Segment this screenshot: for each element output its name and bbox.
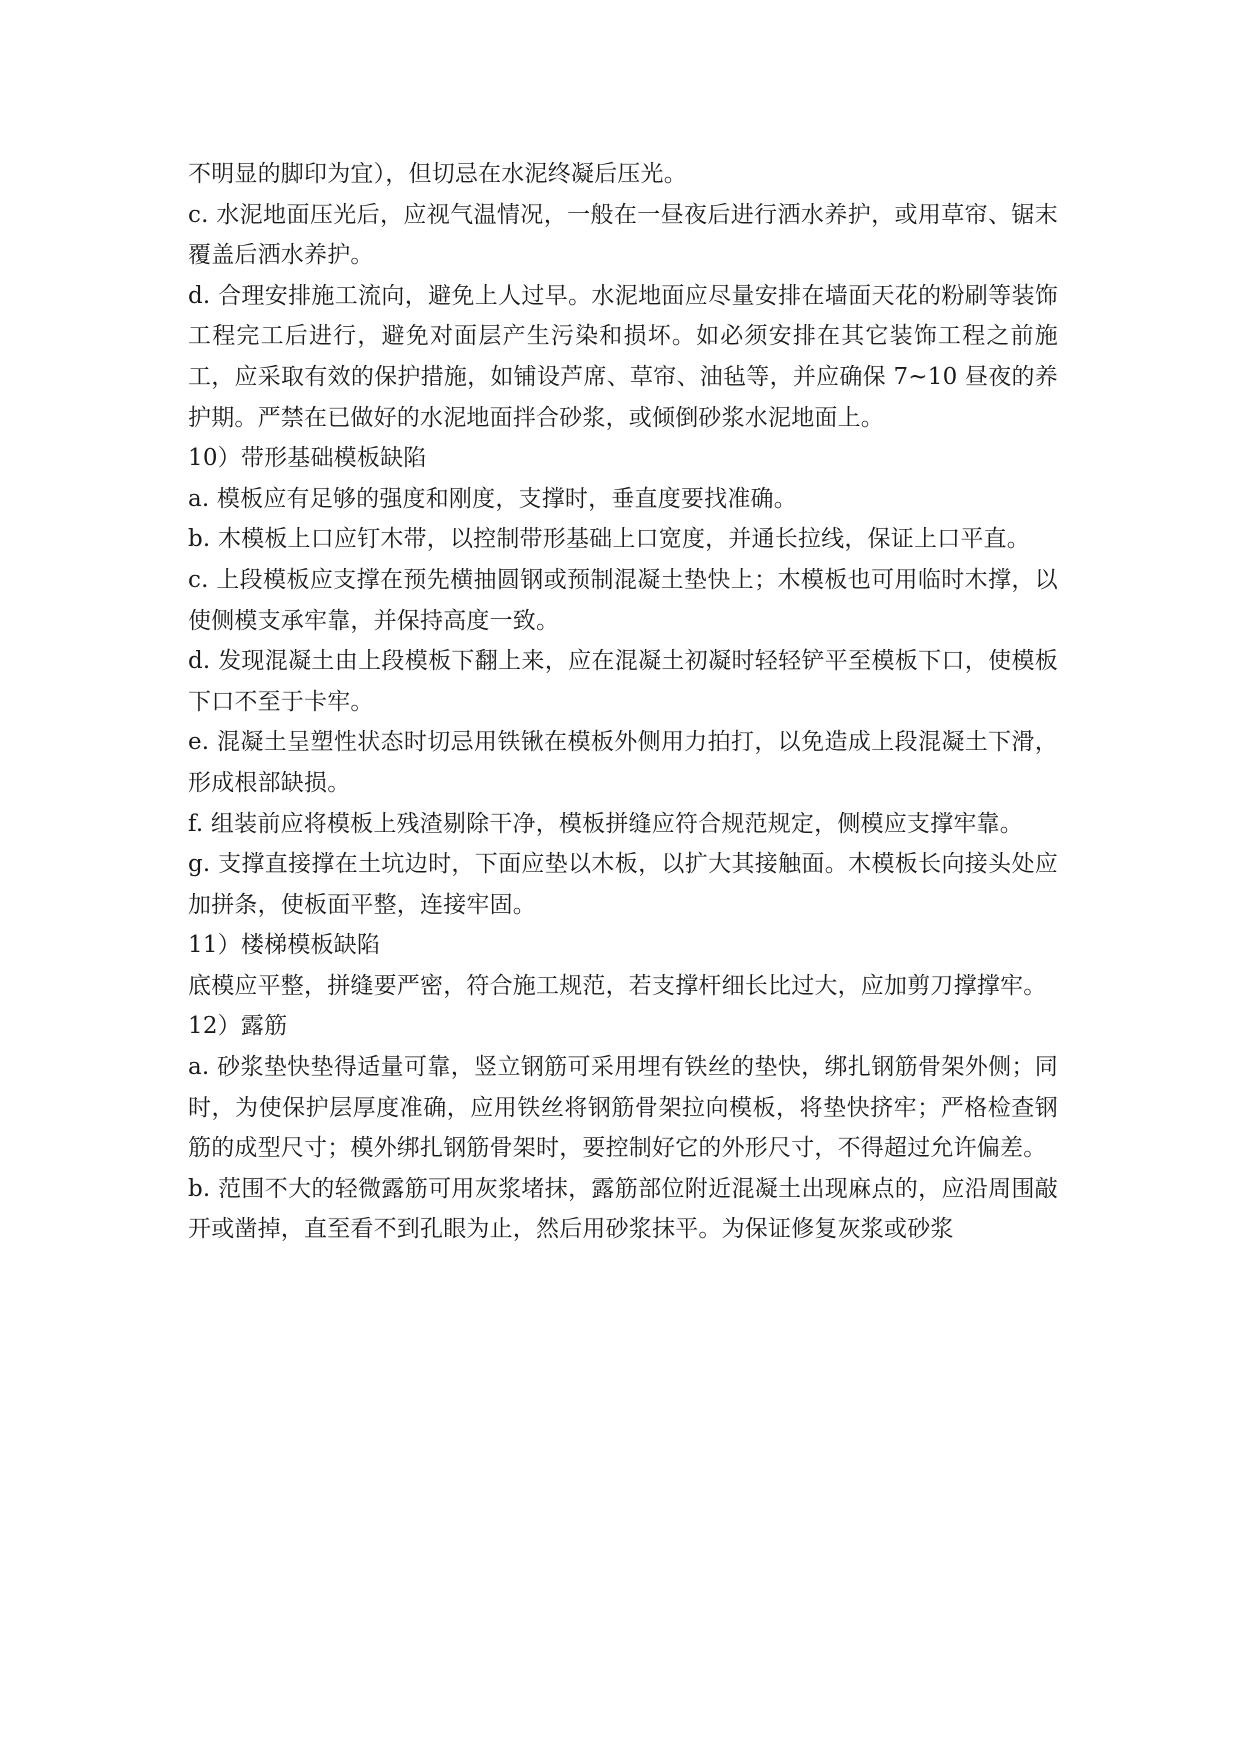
paragraph: g. 支撑直接撑在土坑边时，下面应垫以木板，以扩大其接触面。木模板长向接头处应加拼条，使板面平整，连接牢固。 [188,851,1058,918]
section-heading: 10）带形基础模板缺陷 [188,445,427,472]
paragraph: b. 范围不大的轻微露筋可用灰浆堵抹，露筋部位附近混凝土出现麻点的，应沿周围敲开或凿掉，直至看不到孔眼为止，然后用砂浆抹平。为保证修复灰浆或砂浆 [188,1175,1058,1243]
paragraph: c. 水泥地面压光后，应视气温情况，一般在一昼夜后进行洒水养护，或用草帘、锯末覆盖后洒水养护。 [188,201,1058,269]
paragraph: f. 组装前应将模板上残渣剔除干净，模板拼缝应符合规范规定，侧模应支撑牢靠。 [188,810,1023,837]
paragraph: d. 合理安排施工流向，避免上人过早。水泥地面应尽量安排在墙面天花的粉刷等装饰工程完工后进行，避免对面层产生污染和损坏。如必须安排在其它装饰工程之前施工，应采取有效的保护措施，如铺设芦席、草帘、油毡等，并应确保 7~10 昼夜的养护期。严禁在已做好的水泥地面拌合砂浆，或倾倒砂浆水泥地面上。 [188,282,1058,431]
paragraph: a. 砂浆垫快垫得适量可靠，竖立钢筋可采用埋有铁丝的垫快，绑扎钢筋骨架外侧；同时，为使保护层厚度准确，应用铁丝将钢筋骨架拉向模板，将垫快挤牢；严格检查钢筋的成型尺寸；模外绑扎钢筋骨架时，要控制好它的外形尺寸，不得超过允许偏差。 [188,1054,1058,1162]
paragraph: 底模应平整，拼缝要严密，符合施工规范，若支撑杆细长比过大，应加剪刀撑撑牢。 [188,972,1047,999]
paragraph: 不明显的脚印为宜），但切忌在水泥终凝后压光。 [188,161,687,187]
paragraph: a. 模板应有足够的强度和刚度，支撑时，垂直度要找准确。 [188,485,797,512]
paragraph: c. 上段模板应支撑在预先横抽圆钢或预制混凝土垫快上；木模板也可用临时木撑，以使侧模支承牢靠，并保持高度一致。 [188,566,1058,634]
section-heading: 11）楼梯模板缺陷 [188,932,381,959]
paragraph: e. 混凝土呈塑性状态时切忌用铁锹在模板外侧用力拍打，以免造成上段混凝土下滑，形成根部缺损。 [188,729,1058,796]
paragraph: d. 发现混凝土由上段模板下翻上来，应在混凝土初凝时轻轻铲平至模板下口，使模板下口不至于卡牢。 [188,648,1058,715]
document-body [188,154,1058,1250]
paragraph: b. 木模板上口应钉木带，以控制带形基础上口宽度，并通长拉线，保证上口平直。 [188,526,1030,553]
section-heading: 12）露筋 [188,1013,288,1040]
